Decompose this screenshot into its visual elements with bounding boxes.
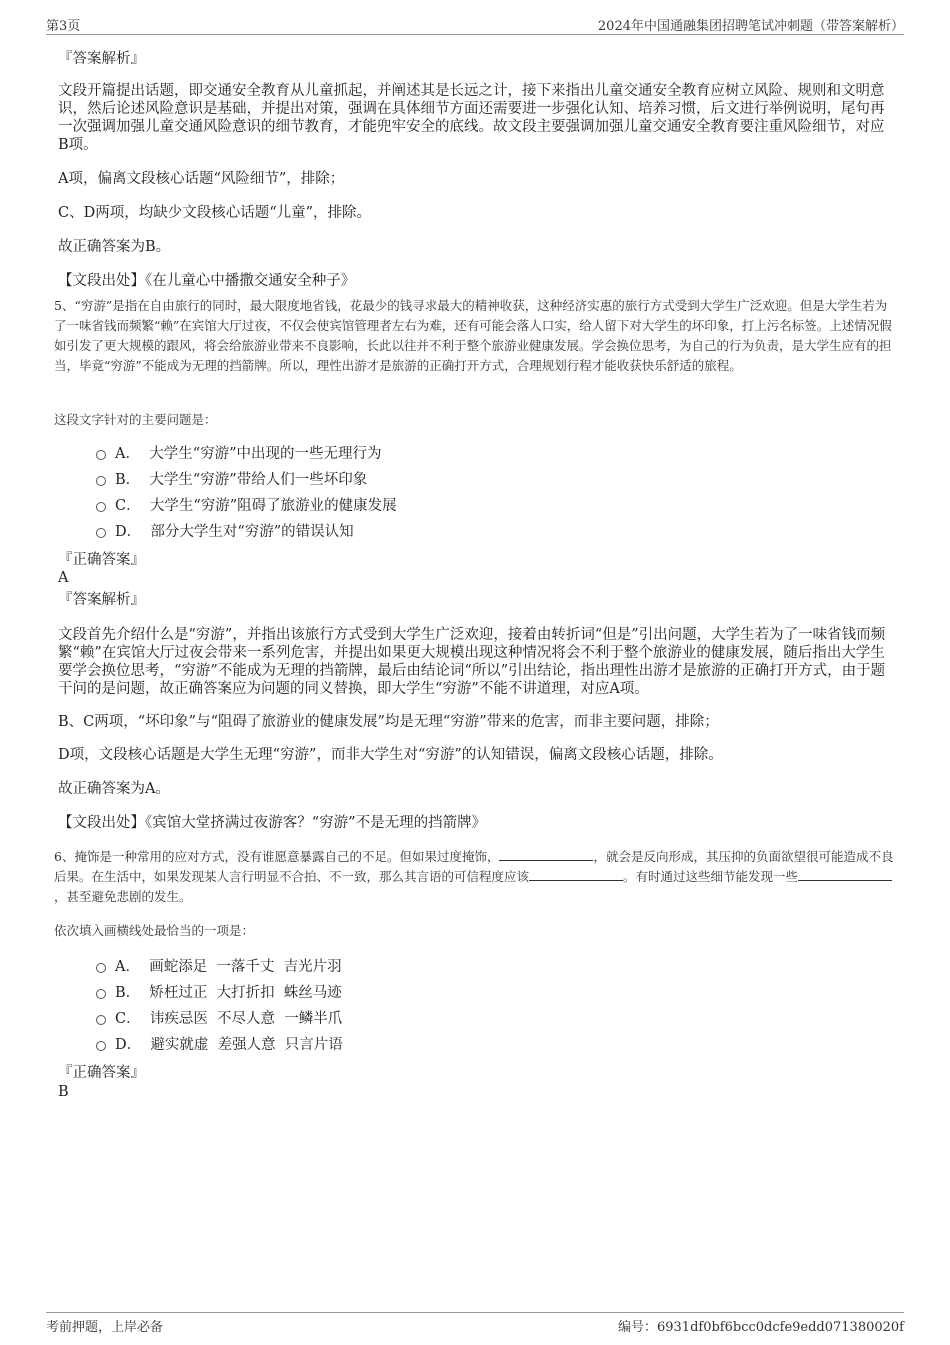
analysis-para: A项，偏离文段核心话题“风险细节”，排除；: [58, 171, 345, 187]
fill-blank: [798, 868, 892, 881]
option-letter: D．: [115, 1037, 142, 1053]
option-text: 矫枉过正 大打折扣 蛛丝马迹: [149, 985, 342, 1001]
option-c[interactable]: [96, 1009, 342, 1029]
page-number: 第3页: [46, 19, 81, 34]
radio-icon[interactable]: [96, 989, 106, 999]
question-stem: [54, 847, 896, 907]
option-d[interactable]: [96, 522, 354, 542]
option-text: 画蛇添足 一落千丈 吉光片羽: [149, 959, 342, 975]
analysis-para: B、C两项，“坏印象”与“阻碍了旅游业的健康发展”均是无理“穷游”带来的危害，而非主要问题，排除；: [58, 714, 719, 730]
analysis-para: D项，文段核心话题是大学生无理“穷游”，而非大学生对“穷游”的认知错误，偏离文段核心话题，排除。: [58, 747, 723, 763]
document-code: 编号：6931df0bf6bcc0dcfe9edd071380020f: [617, 1320, 904, 1335]
analysis-para: C、D两项，均缺少文段核心话题“儿童”，排除。: [58, 205, 372, 221]
stem-part: 6、掩饰是一种常用的应对方式，没有谁愿意暴露自己的不足。但如果过度掩饰，: [54, 849, 500, 864]
stem-part: ，甚至避免悲剧的发生。: [54, 889, 192, 904]
fill-blank: [499, 848, 593, 861]
radio-icon[interactable]: [96, 450, 106, 460]
option-letter: C．: [115, 498, 141, 514]
radio-icon[interactable]: [96, 963, 106, 973]
question-stem: 5、“穷游”是指在自由旅行的同时，最大限度地省钱，花最少的钱寻求最大的精神收获，这种经济实惠的旅行方式受到大学生广泛欢迎。但是大学生若为了一味省钱而频繁“赖”在宾馆大厅过夜，不仅会使宾馆管理者左右为难，还有可能会落人口实，给人留下对大学生的坏印象，打上污名标签。上述情况假如引发了更大规模的跟风，将会给旅游业带来不良影响，长此以往并不利于整个旅游业健康发展。学会换位思考，为自己的行为负责，是大学生应有的担当，毕竟“穷游”不能成为无理的挡箭牌。所以，理性出游才是旅游的正确打开方式，合理规划行程才能收获快乐舒适的旅程。: [54, 298, 892, 373]
correct-answer: A: [58, 570, 69, 586]
option-c[interactable]: [96, 496, 397, 516]
fill-blank: [529, 868, 623, 881]
answer-statement: 故正确答案为B。: [58, 239, 171, 255]
option-letter: C．: [115, 1011, 141, 1027]
option-b[interactable]: [96, 983, 342, 1003]
option-text: 大学生“穷游”带给人们一些坏印象: [149, 472, 368, 488]
option-a[interactable]: [96, 957, 342, 977]
option-text: 部分大学生对“穷游”的错误认知: [150, 524, 354, 540]
question-prompt: 这段文字针对的主要问题是：: [54, 412, 217, 427]
option-letter: B．: [115, 985, 141, 1001]
passage-source: 【文段出处】《宾馆大堂挤满过夜游客？“穷游”不是无理的挡箭牌》: [58, 815, 487, 831]
radio-icon[interactable]: [96, 502, 106, 512]
analysis-text: 文段首先介绍什么是“穷游”，并指出该旅行方式受到大学生广泛欢迎，接着由转折词“但是”引出问题，大学生若为了一味省钱而频繁“赖”在宾馆大厅过夜会带来一系列危害，并提出如果更大规模出现这种情况将会不利于整个旅游业的健康发展，随后指出大学生要学会换位思考，“穷游”不能成为无理的挡箭牌，最后由结论词“所以”引出结论，指出理性出游才是旅游的正确打开方式，由于题干问的是问题，故正确答案应为问题的同义替换，即大学生“穷游”不能不讲道理，对应A项。: [58, 627, 886, 697]
passage-source: 【文段出处】《在儿童心中播撒交通安全种子》: [58, 273, 356, 289]
stem-part: 。有时通过这些细节能发现一些: [623, 869, 799, 884]
option-letter: B．: [115, 472, 141, 488]
option-letter: A．: [115, 959, 140, 975]
option-a[interactable]: [96, 444, 382, 464]
document-title: 2024年中国通融集团招聘笔试冲刺题（带答案解析）: [597, 19, 904, 34]
option-letter: A．: [115, 446, 140, 462]
option-text: 大学生“穷游”阻碍了旅游业的健康发展: [149, 498, 397, 514]
option-text: 大学生“穷游”中出现的一些无理行为: [149, 446, 382, 462]
correct-answer: B: [58, 1084, 69, 1100]
correct-answer-label: 『正确答案』: [58, 552, 145, 568]
stem-part: ，就会是反向形成，其压抑的负面欲望很可能造成不良后果。在生活中，如果发现某人言行明显不合拍、不一致，那么其言语的可信程度应该: [54, 849, 894, 884]
analysis-label: 『答案解析』: [58, 51, 145, 67]
analysis-label: 『答案解析』: [58, 592, 145, 608]
page-header: [46, 12, 904, 35]
question-prompt: 依次填入画横线处最恰当的一项是：: [54, 923, 255, 938]
footer-slogan: 考前押题，上岸必备: [46, 1320, 164, 1335]
option-b[interactable]: [96, 470, 367, 490]
radio-icon[interactable]: [96, 528, 106, 538]
radio-icon[interactable]: [96, 1015, 106, 1025]
option-text: 讳疾忌医 不尽人意 一鳞半爪: [149, 1011, 343, 1027]
page-footer: [46, 1312, 904, 1335]
radio-icon[interactable]: [96, 1041, 106, 1051]
radio-icon[interactable]: [96, 476, 106, 486]
option-d[interactable]: [96, 1035, 343, 1055]
correct-answer-label: 『正确答案』: [58, 1065, 145, 1081]
option-text: 避实就虚 差强人意 只言片语: [150, 1037, 343, 1053]
analysis-text: 文段开篇提出话题，即交通安全教育从儿童抓起，并阐述其是长远之计，接下来指出儿童交通安全教育应树立风险、规则和文明意识，然后论述风险意识是基础，并提出对策，强调在具体细节方面还需要进一步强化认知、培养习惯，后文进行举例说明，尾句再一次强调加强儿童交通风险意识的细节教育，才能兜牢安全的底线。故文段主要强调加强儿童交通安全教育要注重风险细节，对应B项。: [58, 83, 885, 153]
option-letter: D．: [115, 524, 142, 540]
answer-statement: 故正确答案为A。: [58, 781, 170, 797]
